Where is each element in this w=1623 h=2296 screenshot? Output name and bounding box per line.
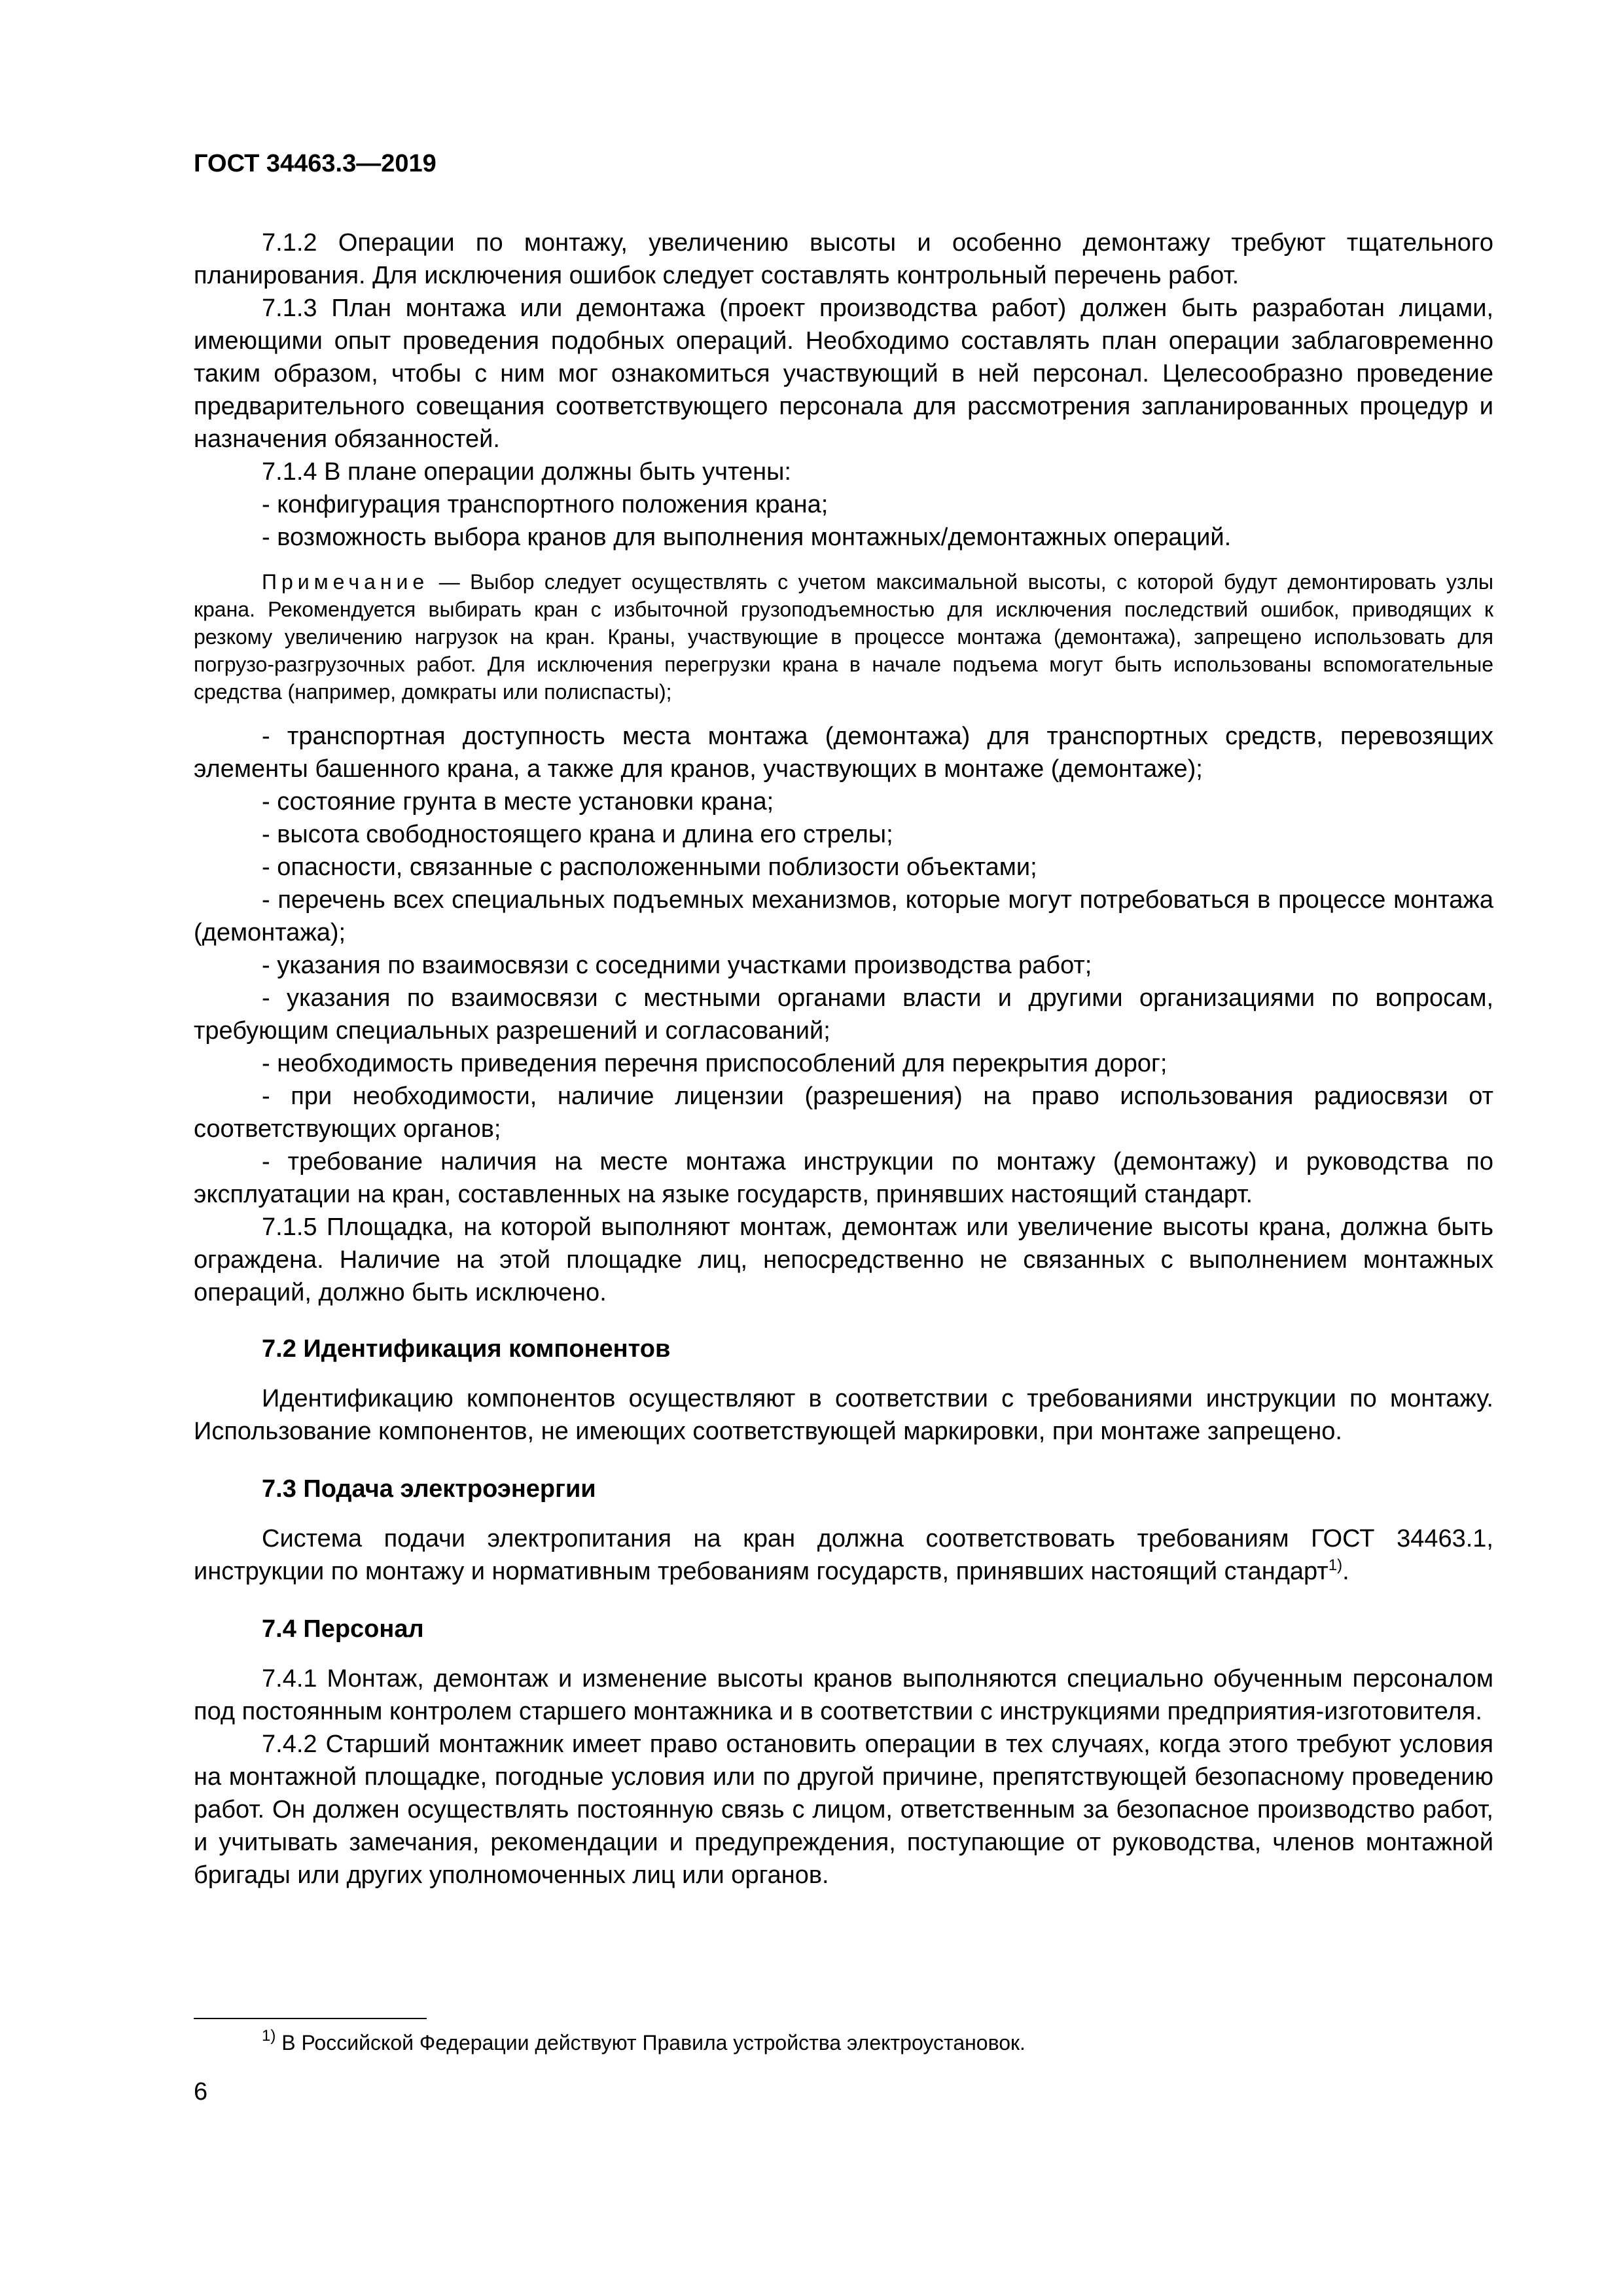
list-item: - конфигурация транспортного положения крана;: [262, 491, 829, 518]
footnote: [262, 2029, 1026, 2056]
note-label: Примечание: [262, 570, 429, 594]
list-item: - указания по взаимосвязи с местными органами власти и другими организациями по вопросам, требующим специальных разрешений и согласований;: [194, 984, 1493, 1045]
note: [194, 568, 1493, 706]
list-item: - возможность выбора кранов для выполнения монтажных/демонтажных операций.: [262, 524, 1232, 551]
note-text: — Выбор следует осуществлять с учетом максимальной высоты, с которой будут демонтировать узлы крана. Рекомендуется выбирать кран с избыточной грузоподъемностью для исключения последствий ошибок, приводящих к резкому увеличению нагрузок на кран. Краны, участвующие в процессе монтажа (демонтажа), запрещено использовать для погрузо-разгрузочных работ. Для исключения перегрузки крана в начале подъема могут быть использованы вспомогательные средства (например, домкраты или полиспасты);: [194, 570, 1493, 704]
page-number: 6: [194, 2078, 208, 2106]
paragraph-7-4-1: 7.4.1 Монтаж, демонтаж и изменение высоты кранов выполняются специально обученным персоналом под постоянным контролем старшего монтажника и в соответствии с инструкциями предприятия-изготовителя.: [194, 1665, 1493, 1725]
paragraph-7-1-4: 7.1.4 В плане операции должны быть учтены:: [262, 458, 791, 486]
paragraph-7-1-2: 7.1.2 Операции по монтажу, увеличению высоты и особенно демонтажу требуют тщательного планирования. Для исключения ошибок следует составлять контрольный перечень работ.: [194, 229, 1493, 289]
footnote-reference: 1): [1328, 1556, 1343, 1574]
list-item: - указания по взаимосвязи с соседними участками производства работ;: [262, 952, 1092, 979]
footnote-divider: [194, 2018, 427, 2019]
main-content: [194, 226, 1493, 1892]
section-heading-7-4: 7.4 Персонал: [262, 1615, 424, 1643]
document-header: ГОСТ 34463.3—2019: [194, 150, 437, 177]
list-item: - опасности, связанные с расположенными поблизости объектами;: [262, 853, 1037, 881]
footnote-text: В Российской Федерации действуют Правила устройства электроустановок.: [276, 2031, 1026, 2054]
paragraph-7-3-end: .: [1342, 1558, 1349, 1585]
list-item: - высота свободностоящего крана и длина его стрелы;: [262, 821, 893, 848]
list-item: - состояние грунта в месте установки крана;: [262, 788, 774, 816]
list-item: - при необходимости, наличие лицензии (разрешения) на право использования радиосвязи от соответствующих органов;: [194, 1083, 1493, 1143]
paragraph-7-3-text: Система подачи электропитания на кран должна соответствовать требованиям ГОСТ 34463.1, инструкции по монтажу и нормативным требованиям государств, принявших настоящий стандарт: [194, 1525, 1493, 1585]
section-heading-7-2: 7.2 Идентификация компонентов: [262, 1335, 671, 1363]
paragraph-7-1-5: 7.1.5 Площадка, на которой выполняют монтаж, демонтаж или увеличение высоты крана, должна быть ограждена. Наличие на этой площадке лиц, непосредственно не связанных с выполнением монтажных операций, должно быть исключено.: [194, 1213, 1493, 1306]
paragraph-7-3: [194, 1522, 1493, 1588]
footnote-mark: 1): [262, 2027, 276, 2045]
list-item: - требование наличия на месте монтажа инструкции по монтажу (демонтажу) и руководства по эксплуатации на кран, составленных на языке государств, принявших настоящий стандарт.: [194, 1148, 1493, 1208]
list-item: - перечень всех специальных подъемных механизмов, которые могут потребоваться в процессе монтажа (демонтажа);: [194, 886, 1493, 946]
paragraph-7-1-3: 7.1.3 План монтажа или демонтажа (проект производства работ) должен быть разработан лицами, имеющими опыт проведения подобных операций. Необходимо составлять план операции заблаговременно таким образом, чтобы с ним мог ознакомиться участвующий в ней персонал. Целесообразно проведение предварительного совещания соответствующего персонала для рассмотрения запланированных процедур и назначения обязанностей.: [194, 295, 1493, 453]
list-item: - необходимость приведения перечня приспособлений для перекрытия дорог;: [262, 1050, 1168, 1077]
section-heading-7-3: 7.3 Подача электроэнергии: [262, 1475, 596, 1503]
paragraph-7-2: Идентификацию компонентов осуществляют в соответствии с требованиями инструкции по монтажу. Использование компонентов, не имеющих соответствующей маркировки, при монтаже запрещено.: [194, 1385, 1493, 1445]
paragraph-7-4-2: 7.4.2 Старший монтажник имеет право остановить операции в тех случаях, когда этого требуют условия на монтажной площадке, погодные условия или по другой причине, препятствующей безопасному проведению работ. Он должен осуществлять постоянную связь с лицом, ответственным за безопасное производство работ, и учитывать замечания, рекомендации и предупреждения, поступающие от руководства, членов монтажной бригады или других уполномоченных лиц или органов.: [194, 1731, 1493, 1889]
list-item: - транспортная доступность места монтажа (демонтажа) для транспортных средств, перевозящих элементы башенного крана, а также для кранов, участвующих в монтаже (демонтаже);: [194, 723, 1493, 783]
